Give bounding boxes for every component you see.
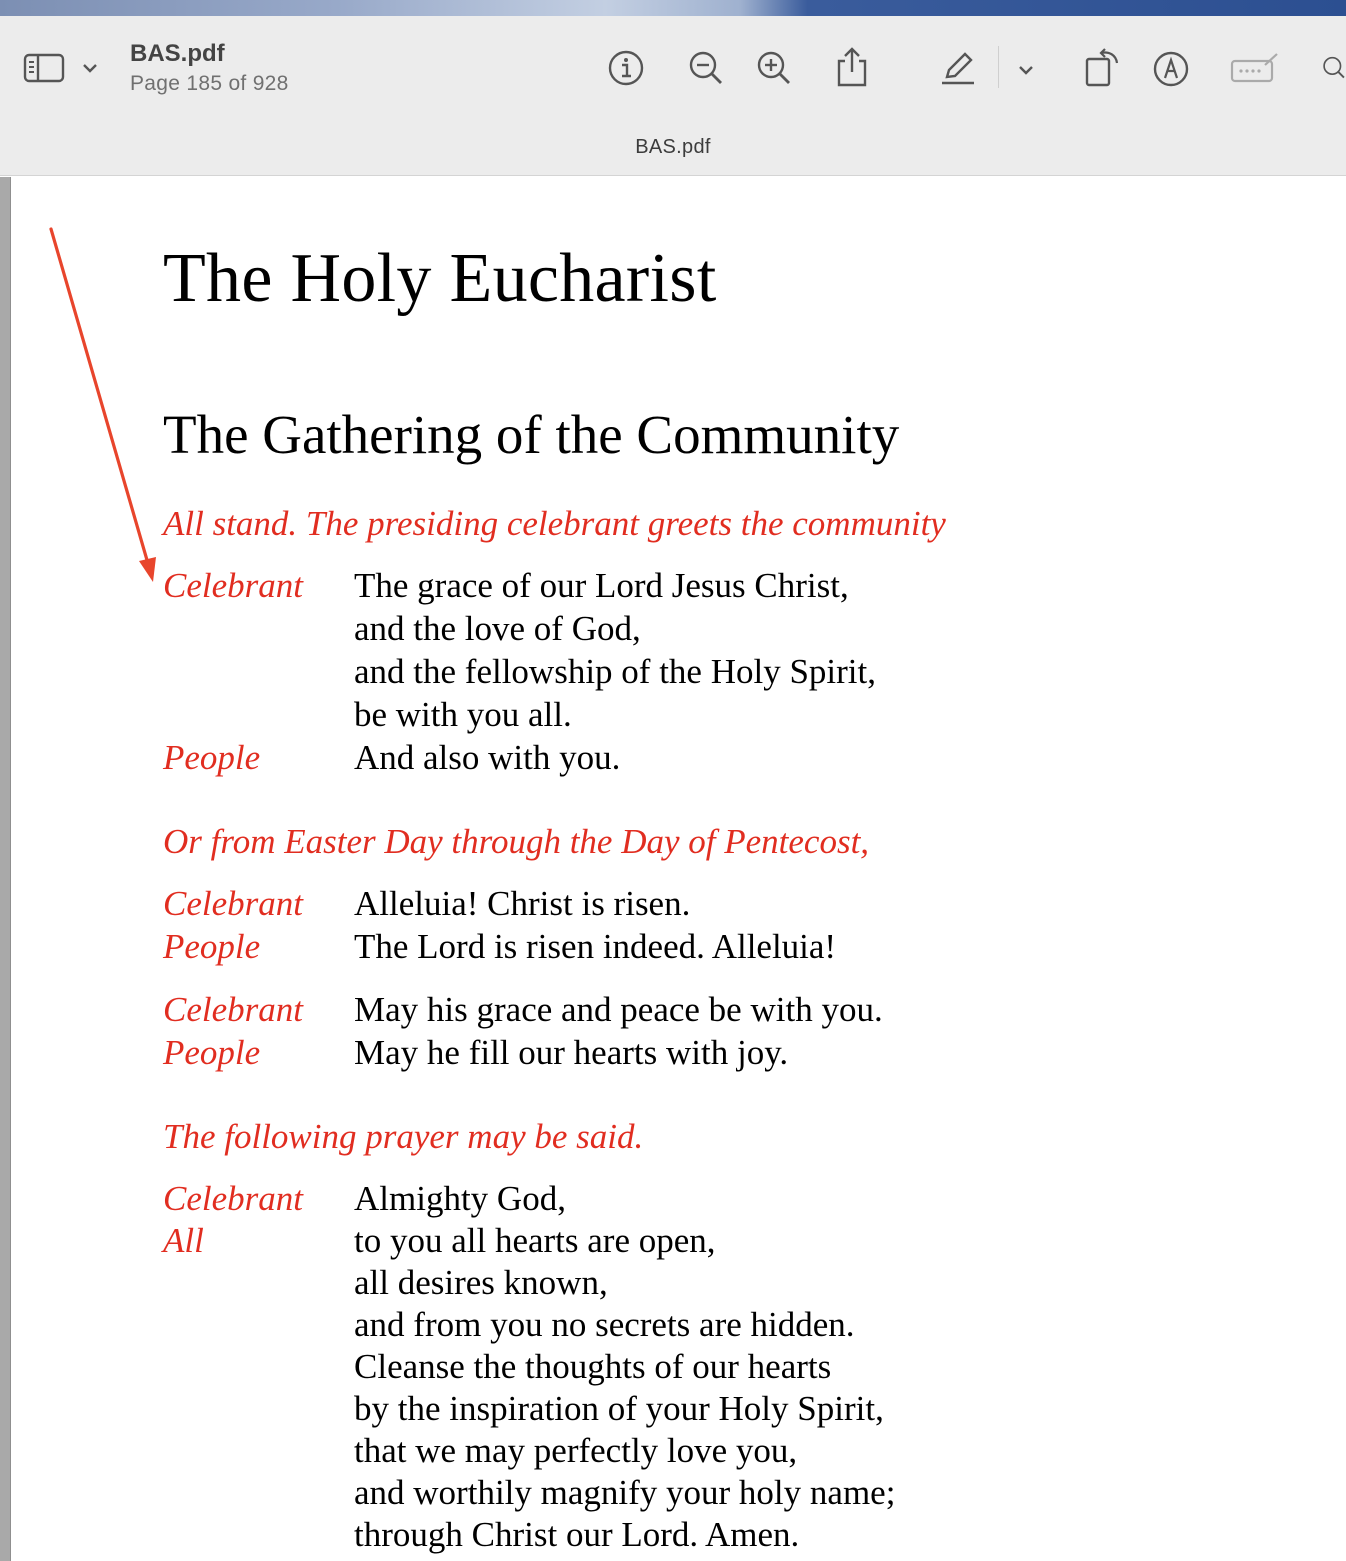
role-celebrant: Celebrant [163,566,303,605]
markup-pen-icon [938,48,978,88]
share-icon [834,45,870,89]
desktop-background-strip [0,0,1346,16]
role-celebrant: Celebrant [163,1179,303,1218]
text-line: Alleluia! Christ is risen. [354,884,691,923]
zoom-in-button[interactable] [754,48,794,88]
form-fill-icon [1229,51,1281,85]
zoom-out-icon [687,49,725,87]
text-line: Almighty God, [354,1179,566,1218]
zoom-out-button[interactable] [686,48,726,88]
role-people: People [163,738,261,777]
page-title: The Holy Eucharist [163,240,717,317]
annotate-icon [1152,50,1190,88]
sidebar-menu-button[interactable] [78,56,102,80]
search-button[interactable] [1320,50,1346,86]
pdf-page-view[interactable] [0,177,1346,1561]
role-people: People [163,927,261,966]
rubric-prayer: The following prayer may be said. [163,1117,644,1156]
role-celebrant: Celebrant [163,884,303,923]
tab-document-title[interactable]: BAS.pdf [635,136,711,158]
rubric-easter: Or from Easter Day through the Day of Pentecost, [163,822,870,861]
annotate-button[interactable] [1150,48,1192,90]
markup-menu-button[interactable] [1014,60,1038,80]
text-line: And also with you. [354,738,621,777]
text-line: and worthily magnify your holy name; [354,1473,896,1512]
tab-bar [0,116,1346,176]
text-line: and from you no secrets are hidden. [354,1305,855,1344]
window-toolbar [0,16,1346,116]
text-line: to you all hearts are open, [354,1221,716,1260]
form-fill-button[interactable] [1228,50,1282,86]
rubric-all-stand: All stand. The presiding celebrant greets the community [163,504,946,543]
role-all: All [163,1221,204,1260]
rotate-icon [1081,45,1123,89]
chevron-down-icon [81,62,99,74]
toolbar-separator [998,46,999,88]
text-line: May he fill our hearts with joy. [354,1033,789,1072]
sidebar-toggle-button[interactable] [22,50,66,86]
section-title: The Gathering of the Community [163,404,900,465]
text-line: and the fellowship of the Holy Spirit, [354,652,877,691]
text-line: through Christ our Lord. Amen. [354,1515,800,1554]
text-line: Cleanse the thoughts of our hearts [354,1347,832,1386]
zoom-in-icon [755,49,793,87]
text-line: by the inspiration of your Holy Spirit, [354,1389,884,1428]
text-line: May his grace and peace be with you. [354,990,883,1029]
role-people: People [163,1033,261,1072]
chevron-down-icon [1017,64,1035,76]
document-name: BAS.pdf [130,40,225,67]
markup-button[interactable] [936,46,980,90]
share-button[interactable] [832,44,872,90]
role-celebrant: Celebrant [163,990,303,1029]
text-line: all desires known, [354,1263,608,1302]
page-indicator: Page 185 of 928 [130,72,289,95]
text-line: The Lord is risen indeed. Alleluia! [354,927,837,966]
text-line: The grace of our Lord Jesus Christ, [354,566,849,605]
text-line: and the love of God, [354,609,641,648]
info-button[interactable] [606,48,646,88]
sidebar-icon [23,52,65,84]
text-line: be with you all. [354,695,572,734]
info-icon [607,49,645,87]
search-icon [1320,50,1346,86]
rotate-button[interactable] [1080,44,1124,90]
text-line: that we may perfectly love you, [354,1431,798,1470]
